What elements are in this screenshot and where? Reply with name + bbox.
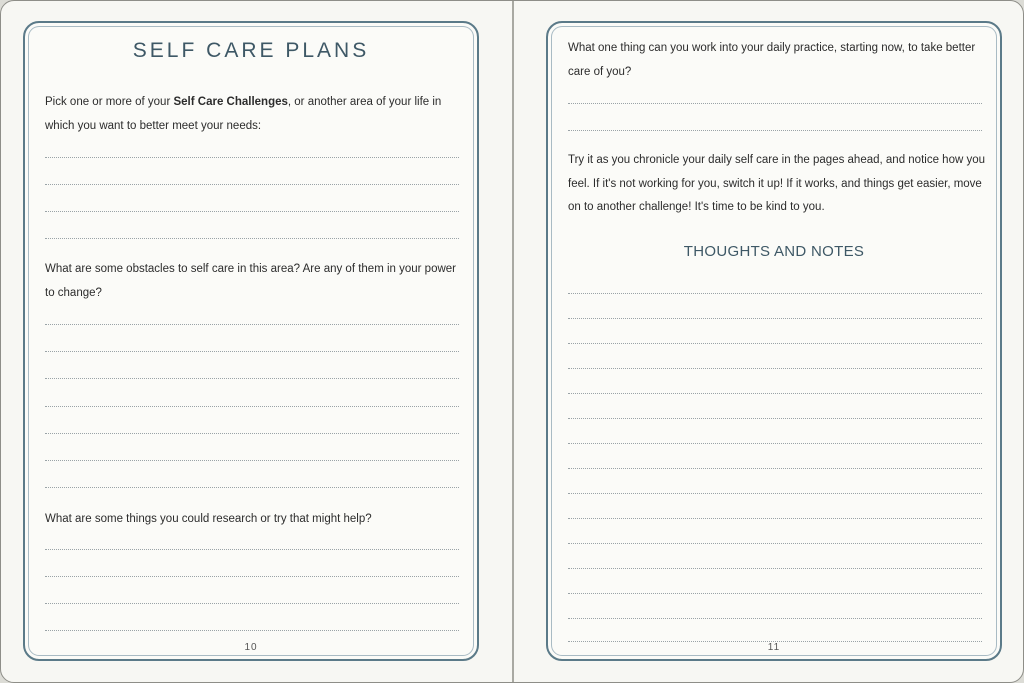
notes-line[interactable] — [568, 343, 982, 344]
notes-line[interactable] — [568, 293, 982, 294]
prompt-daily-practice: What one thing can you work into your daily practice, starting now, to take better care of you? — [568, 42, 976, 78]
prompt-self-care-area — [45, 91, 465, 138]
writing-line[interactable] — [45, 324, 459, 325]
writing-line[interactable] — [45, 184, 459, 185]
writing-line[interactable] — [45, 576, 459, 577]
page-title: SELF CARE PLANS — [132, 39, 370, 62]
notes-line[interactable] — [568, 393, 982, 394]
writing-line[interactable] — [45, 406, 459, 407]
notes-line[interactable] — [568, 493, 982, 494]
writing-line[interactable] — [45, 487, 459, 488]
writing-line[interactable] — [45, 603, 459, 604]
notes-line[interactable] — [568, 418, 982, 419]
left-page — [23, 21, 479, 661]
prompt-bold-text: Self Care Challenges — [173, 96, 288, 108]
right-page — [546, 21, 1002, 661]
notes-line[interactable] — [568, 518, 982, 519]
writing-line[interactable] — [45, 378, 459, 379]
prompt-obstacles: What are some obstacles to self care in this area? Are any of them in your power to change? — [45, 263, 457, 299]
writing-line[interactable] — [568, 103, 982, 104]
page-number: 10 — [244, 642, 258, 653]
notes-line[interactable] — [568, 443, 982, 444]
notes-line[interactable] — [568, 368, 982, 369]
writing-line[interactable] — [45, 157, 459, 158]
notes-line[interactable] — [568, 468, 982, 469]
notes-line[interactable] — [568, 543, 982, 544]
book-gutter — [512, 1, 514, 683]
writing-line[interactable] — [45, 549, 459, 550]
prompt-research: What are some things you could research or try that might help? — [45, 513, 372, 525]
notes-line[interactable] — [568, 593, 982, 594]
prompt-text: , or another area of your life in which you want to better meet your needs: — [45, 96, 442, 132]
instruction-paragraph: Try it as you chronicle your daily self care in the pages ahead, and notice how you feel. If it's not working for you, switch it up! If it works, and things get easier, move on to another challenge! It's time to be kind to you. — [568, 154, 986, 213]
section-heading: THOUGHTS AND NOTES — [683, 243, 865, 260]
writing-line[interactable] — [45, 460, 459, 461]
writing-line[interactable] — [45, 433, 459, 434]
prompt-text: Pick one or more of your — [45, 96, 174, 108]
page-number: 11 — [767, 642, 781, 653]
writing-line[interactable] — [568, 130, 982, 131]
notes-line[interactable] — [568, 618, 982, 619]
notes-line[interactable] — [568, 568, 982, 569]
notes-line[interactable] — [568, 318, 982, 319]
writing-line[interactable] — [45, 238, 459, 239]
writing-line[interactable] — [45, 630, 459, 631]
writing-line[interactable] — [45, 351, 459, 352]
writing-line[interactable] — [45, 211, 459, 212]
